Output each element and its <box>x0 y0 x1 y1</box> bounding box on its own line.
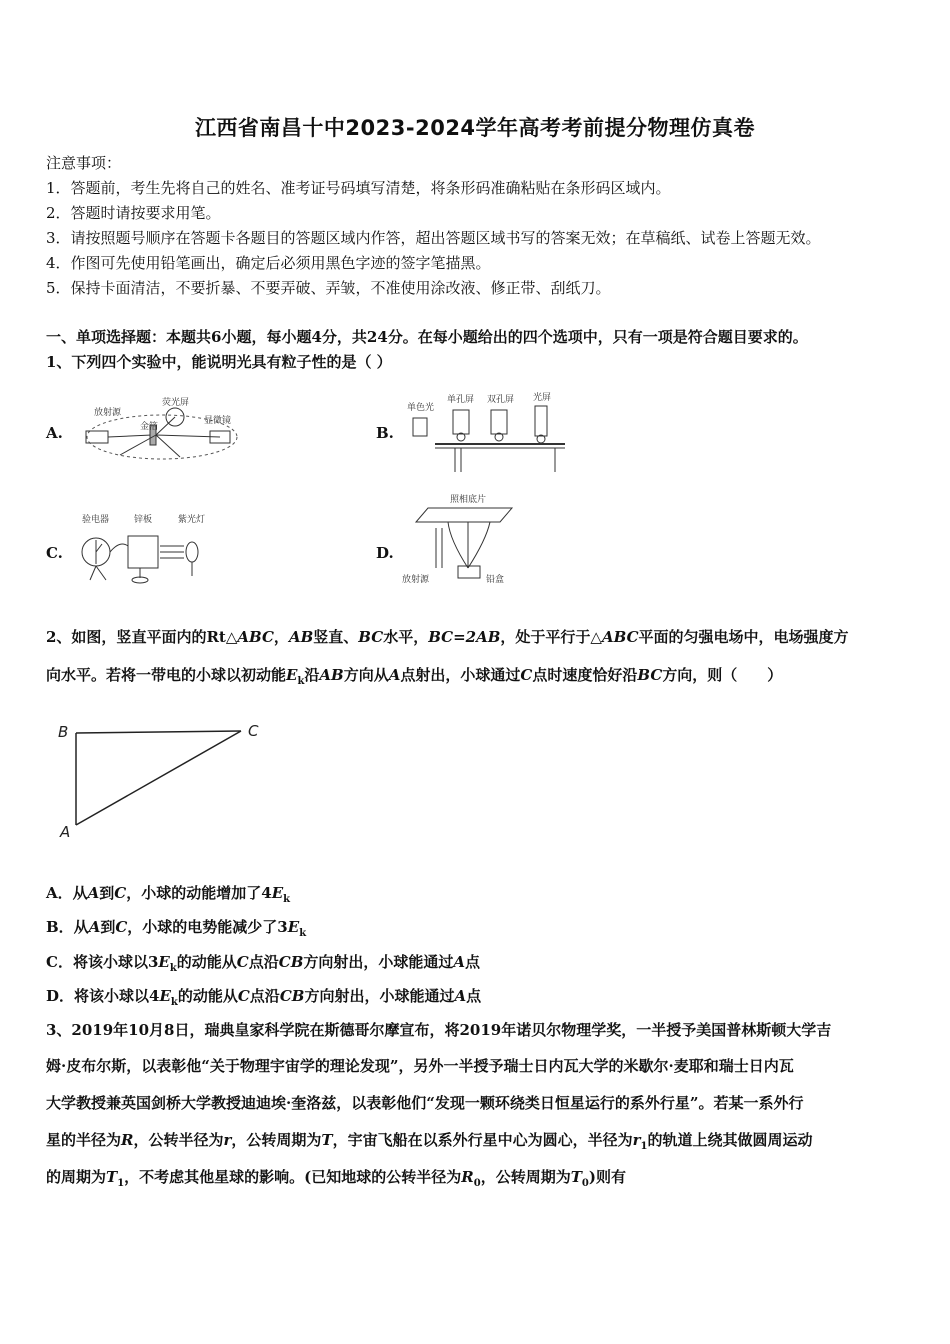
q3-line: 姆·皮布尔斯，以表彰他“关于物理宇宙学的理论发现”，另外一半授予瑞士日内瓦大学的米歇尔·麦耶和瑞士日内瓦 <box>46 1057 794 1075</box>
q2-stem-line1: 2、如图，竖直平面内的Rt△ABC，AB竖直、BC水平，BC=2AB，处于平行于△ABC平面的匀强电场中，电场强度方 <box>46 628 849 646</box>
figure-label: 锌板 <box>134 515 153 525</box>
figure-label: 照相底片 <box>450 495 487 505</box>
figure-label: 单孔屏 <box>447 395 475 405</box>
figure-label: 单色光 <box>407 403 435 413</box>
figure-label: 铅盒 <box>486 575 505 585</box>
notice-item: 5．保持卡面清洁，不要折暴、不要弄破、弄皱，不准使用涂改液、修正带、刮纸刀。 <box>46 279 611 297</box>
q3-line: 大学教授兼英国剑桥大学教授迪迪埃·奎洛兹，以表彰他们“发现一颗环绕类日恒星运行的系外行星”。若某一系外行 <box>46 1094 804 1112</box>
q2-option-d: D．将该小球以$4E_k$的动能从C点沿CB方向射出，小球能通过A点 <box>46 987 482 1008</box>
section-heading: 一、单项选择题：本题共6小题，每小题4分，共24分。在每小题给出的四个选项中，只有一项是符合题目要求的。 <box>46 328 808 346</box>
q1-option-b-label: B. <box>376 424 394 442</box>
q2-stem-line2: 向水平。若将一带电的小球以初动能$E_k$沿AB方向从A点射出，小球通过C点时速度恰好沿BC方向，则（ ） <box>46 666 783 687</box>
notice-item: 2．答题时请按要求用笔。 <box>46 204 221 222</box>
figure-label: 荧光屏 <box>162 398 190 408</box>
vertex-label-b: B <box>58 723 69 741</box>
q1-figure-b-double-slit <box>405 392 570 477</box>
figure-label: 紫光灯 <box>178 515 206 525</box>
q3-line: 的周期为$T_1$，不考虑其他星球的影响。(已知地球的公转半径为$R_0$，公转周期为$T_0$)则有 <box>46 1168 626 1189</box>
figure-label: 放射源 <box>402 575 430 585</box>
figure-label: 双孔屏 <box>487 395 515 405</box>
notice-heading: 注意事项： <box>46 154 122 172</box>
q2-option-c: C．将该小球以$3E_k$的动能从C点沿CB方向射出，小球能通过A点 <box>46 953 481 974</box>
figure-label: 金箔 <box>140 422 159 432</box>
q1-figure-d-radiation <box>400 490 530 585</box>
q2-option-a: A．从A到C，小球的动能增加了$4E_k$ <box>46 884 291 905</box>
q2-option-b: B．从A到C，小球的电势能减少了$3E_k$ <box>46 918 307 939</box>
figure-label: 光屏 <box>533 393 552 403</box>
q1-option-d-label: D. <box>376 544 394 562</box>
q1-figure-c-photoelectric <box>76 510 216 588</box>
page-title: 江西省南昌十中2023-2024学年高考考前提分物理仿真卷 <box>194 116 756 140</box>
figure-label: 放射源 <box>94 408 122 418</box>
figure-label: 验电器 <box>82 515 110 525</box>
notice-item: 1．答题前，考生先将自己的姓名、准考证号码填写清楚，将条形码准确粘贴在条形码区域内。 <box>46 179 671 197</box>
q1-option-a-label: A. <box>46 424 63 442</box>
notice-item: 3．请按照题号顺序在答题卡各题目的答题区域内作答，超出答题区域书写的答案无效；在草稿纸、试卷上答题无效。 <box>46 229 821 247</box>
q1-option-c-label: C. <box>46 544 63 562</box>
q3-line: 3、2019年10月8日，瑞典皇家科学院在斯德哥尔摩宣布，将2019年诺贝尔物理学奖，一半授予美国普林斯顿大学吉 <box>46 1021 832 1039</box>
q1-figure-a-scattering <box>80 395 250 467</box>
vertex-label-c: C <box>248 722 259 740</box>
q1-stem: 1、下列四个实验中，能说明光具有粒子性的是（ ） <box>46 353 392 371</box>
q2-triangle-figure <box>56 715 276 845</box>
q3-line: 星的半径为R，公转半径为r，公转周期为T，宇宙飞船在以系外行星中心为圆心，半径为$r_1$的轨道上绕其做圆周运动 <box>46 1131 813 1152</box>
notice-item: 4．作图可先使用铅笔画出，确定后必须用黑色字迹的签字笔描黑。 <box>46 254 491 272</box>
figure-label: 显微镜 <box>204 416 232 426</box>
vertex-label-a: A <box>60 823 71 841</box>
